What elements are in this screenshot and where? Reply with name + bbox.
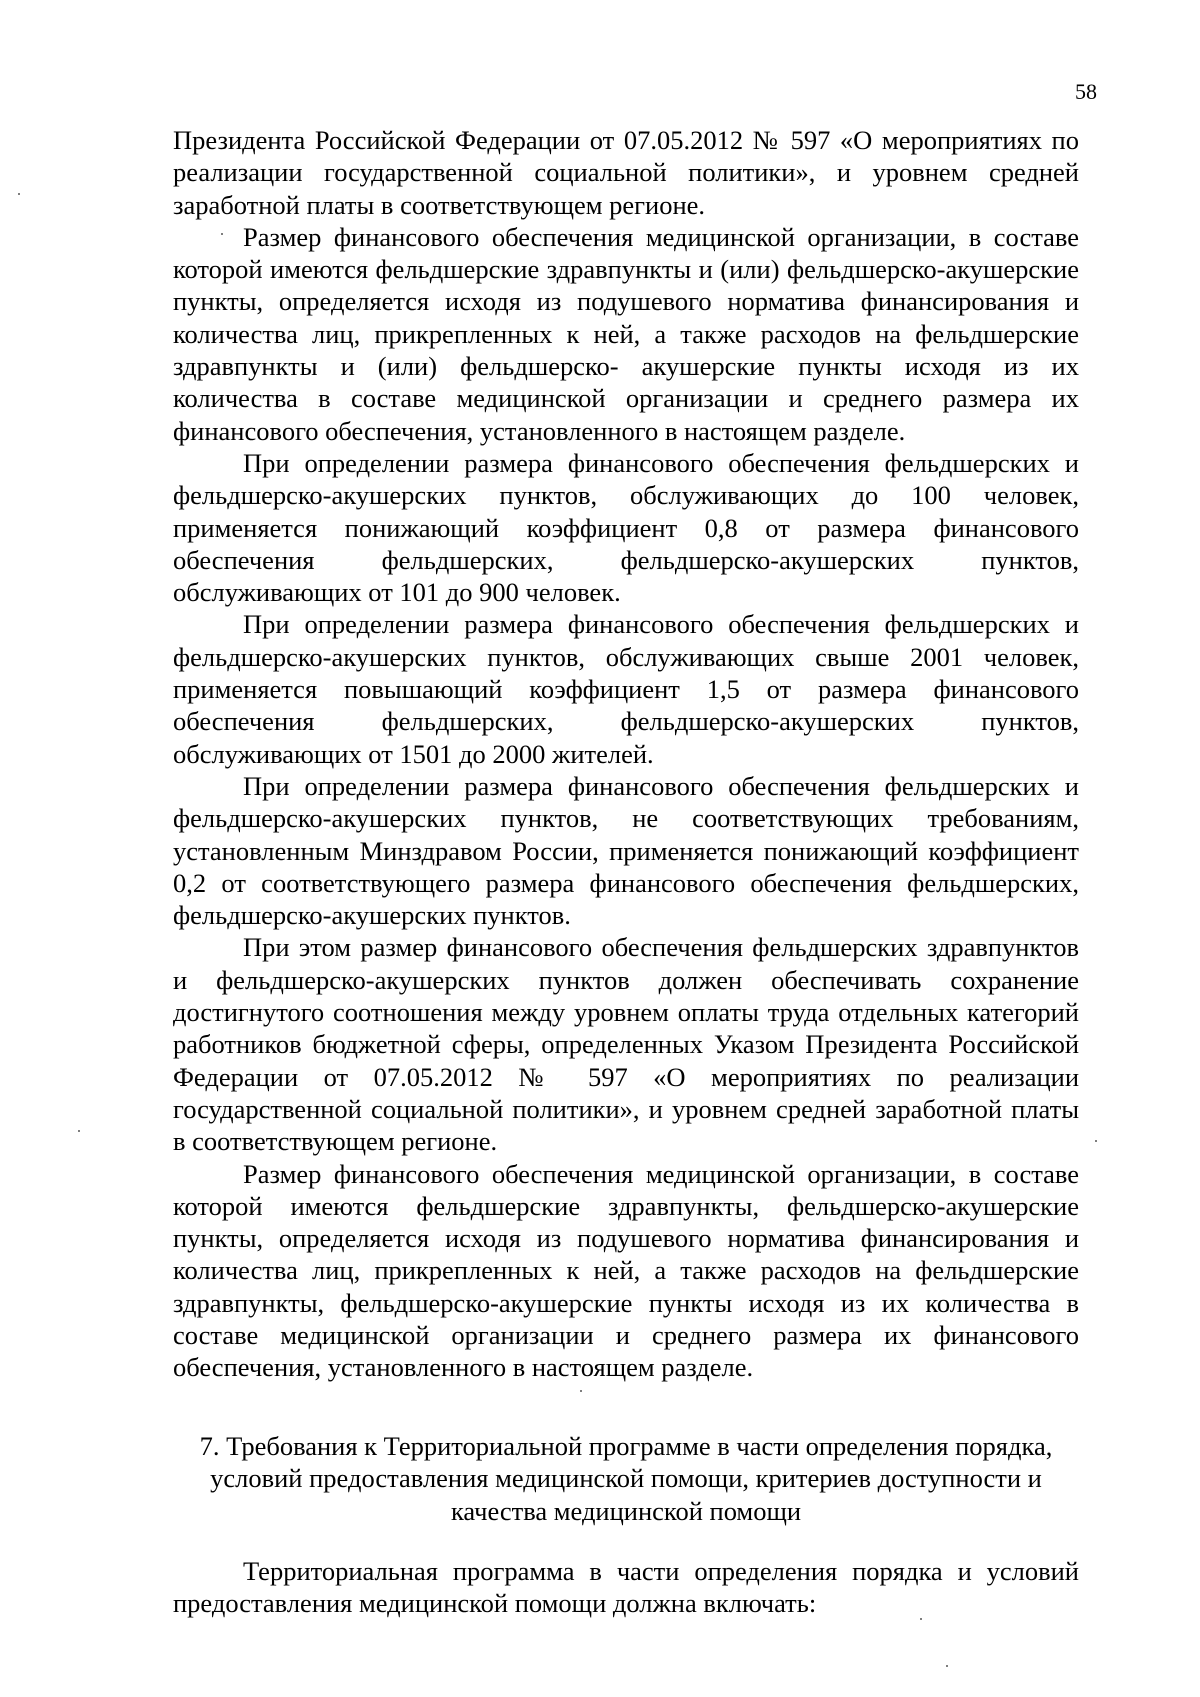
body-text xyxy=(173,124,1079,1384)
scan-speck xyxy=(946,1665,948,1667)
page-number: 58 xyxy=(1075,79,1097,104)
scan-speck xyxy=(920,1618,922,1620)
paragraph-increasing-coefficient: При определении размера финансового обеспечения фельдшерских и фельдшерско-акушерских пунктов, обслуживающих свыше 2001 человек, применяется повышающий коэффициент 1,5 от размера финансового обеспечения фельдшерских, фельдшерско-акушерских пунктов, обслуживающих от 1501 до 2000 жителей. xyxy=(173,609,1079,769)
paragraph-funding-size-repeat: Размер финансового обеспечения медицинской организации, в составе которой имеются фельдшерские здравпункты, фельдшерско-акушерские пункты, определяется исходя из подушевого норматива финансирования и количества лиц, прикрепленных к ней, а также расходов на фельдшерские здравпункты, фельдшерско-акушерские пункты исходя из их количества в составе медицинской организации и среднего размера их финансового обеспечения, установленного в настоящем разделе. xyxy=(173,1158,1079,1383)
paragraph-salary-ratio: При этом размер финансового обеспечения фельдшерских здравпунктов и фельдшерско-акушерских пунктов должен обеспечивать сохранение достигнутого соотношения между уровнем оплаты труда отдельных категорий работников бюджетной сферы, определенных Указом Президента Российской Федерации от 07.05.2012 № 597 «О мероприятиях по реализации государственной социальной политики», и уровнем средней заработной платы в соответствующем регионе. xyxy=(173,932,1079,1157)
scan-speck xyxy=(221,233,223,235)
paragraph-reducing-coefficient: При определении размера финансового обеспечения фельдшерских и фельдшерско-акушерских пунктов, обслуживающих до 100 человек, применяется понижающий коэффициент 0,8 от размера финансового обеспечения фельдшерских, фельдшерско-акушерских пунктов, обслуживающих от 101 до 900 человек. xyxy=(173,447,1079,608)
paragraph-continuation: Президента Российской Федерации от 07.05.2012 № 597 «О мероприятиях по реализации государственной социальной политики», и уровнем средней заработной платы в соответствующем регионе. xyxy=(173,125,1079,220)
paragraph-program-requirements: Территориальная программа в части определения порядка и условий предоставления медицинской помощи должна включать: xyxy=(173,1556,1079,1619)
section-heading-text: 7. Требования к Территориальной программе в части определения порядка, условий предоставления медицинской помощи, критериев доступности и качества медицинской помощи xyxy=(199,1431,1053,1526)
scan-speck xyxy=(78,1130,80,1132)
scan-speck xyxy=(1095,1140,1097,1142)
scan-speck xyxy=(18,193,20,195)
final-text xyxy=(173,1555,1079,1620)
section-heading xyxy=(173,1430,1079,1527)
paragraph-funding-size: Размер финансового обеспечения медицинской организации, в составе которой имеются фельдшерские здравпункты и (или) фельдшерско-акушерские пункты, определяется исходя из подушевого норматива финансирования и количества лиц, прикрепленных к ней, а также расходов на фельдшерские здравпункты и (или) фельдшерско- акушерские пункты исходя из их количества в составе медицинской организации и среднего размера их финансового обеспечения, установленного в настоящем разделе. xyxy=(173,221,1079,446)
scan-speck xyxy=(580,1390,582,1392)
paragraph-noncompliant-coefficient: При определении размера финансового обеспечения фельдшерских и фельдшерско-акушерских пунктов, не соответствующих требованиям, установленным Минздравом России, применяется понижающий коэффициент 0,2 от соответствующего размера финансового обеспечения фельдшерских, фельдшерско-акушерских пунктов. xyxy=(173,770,1079,931)
